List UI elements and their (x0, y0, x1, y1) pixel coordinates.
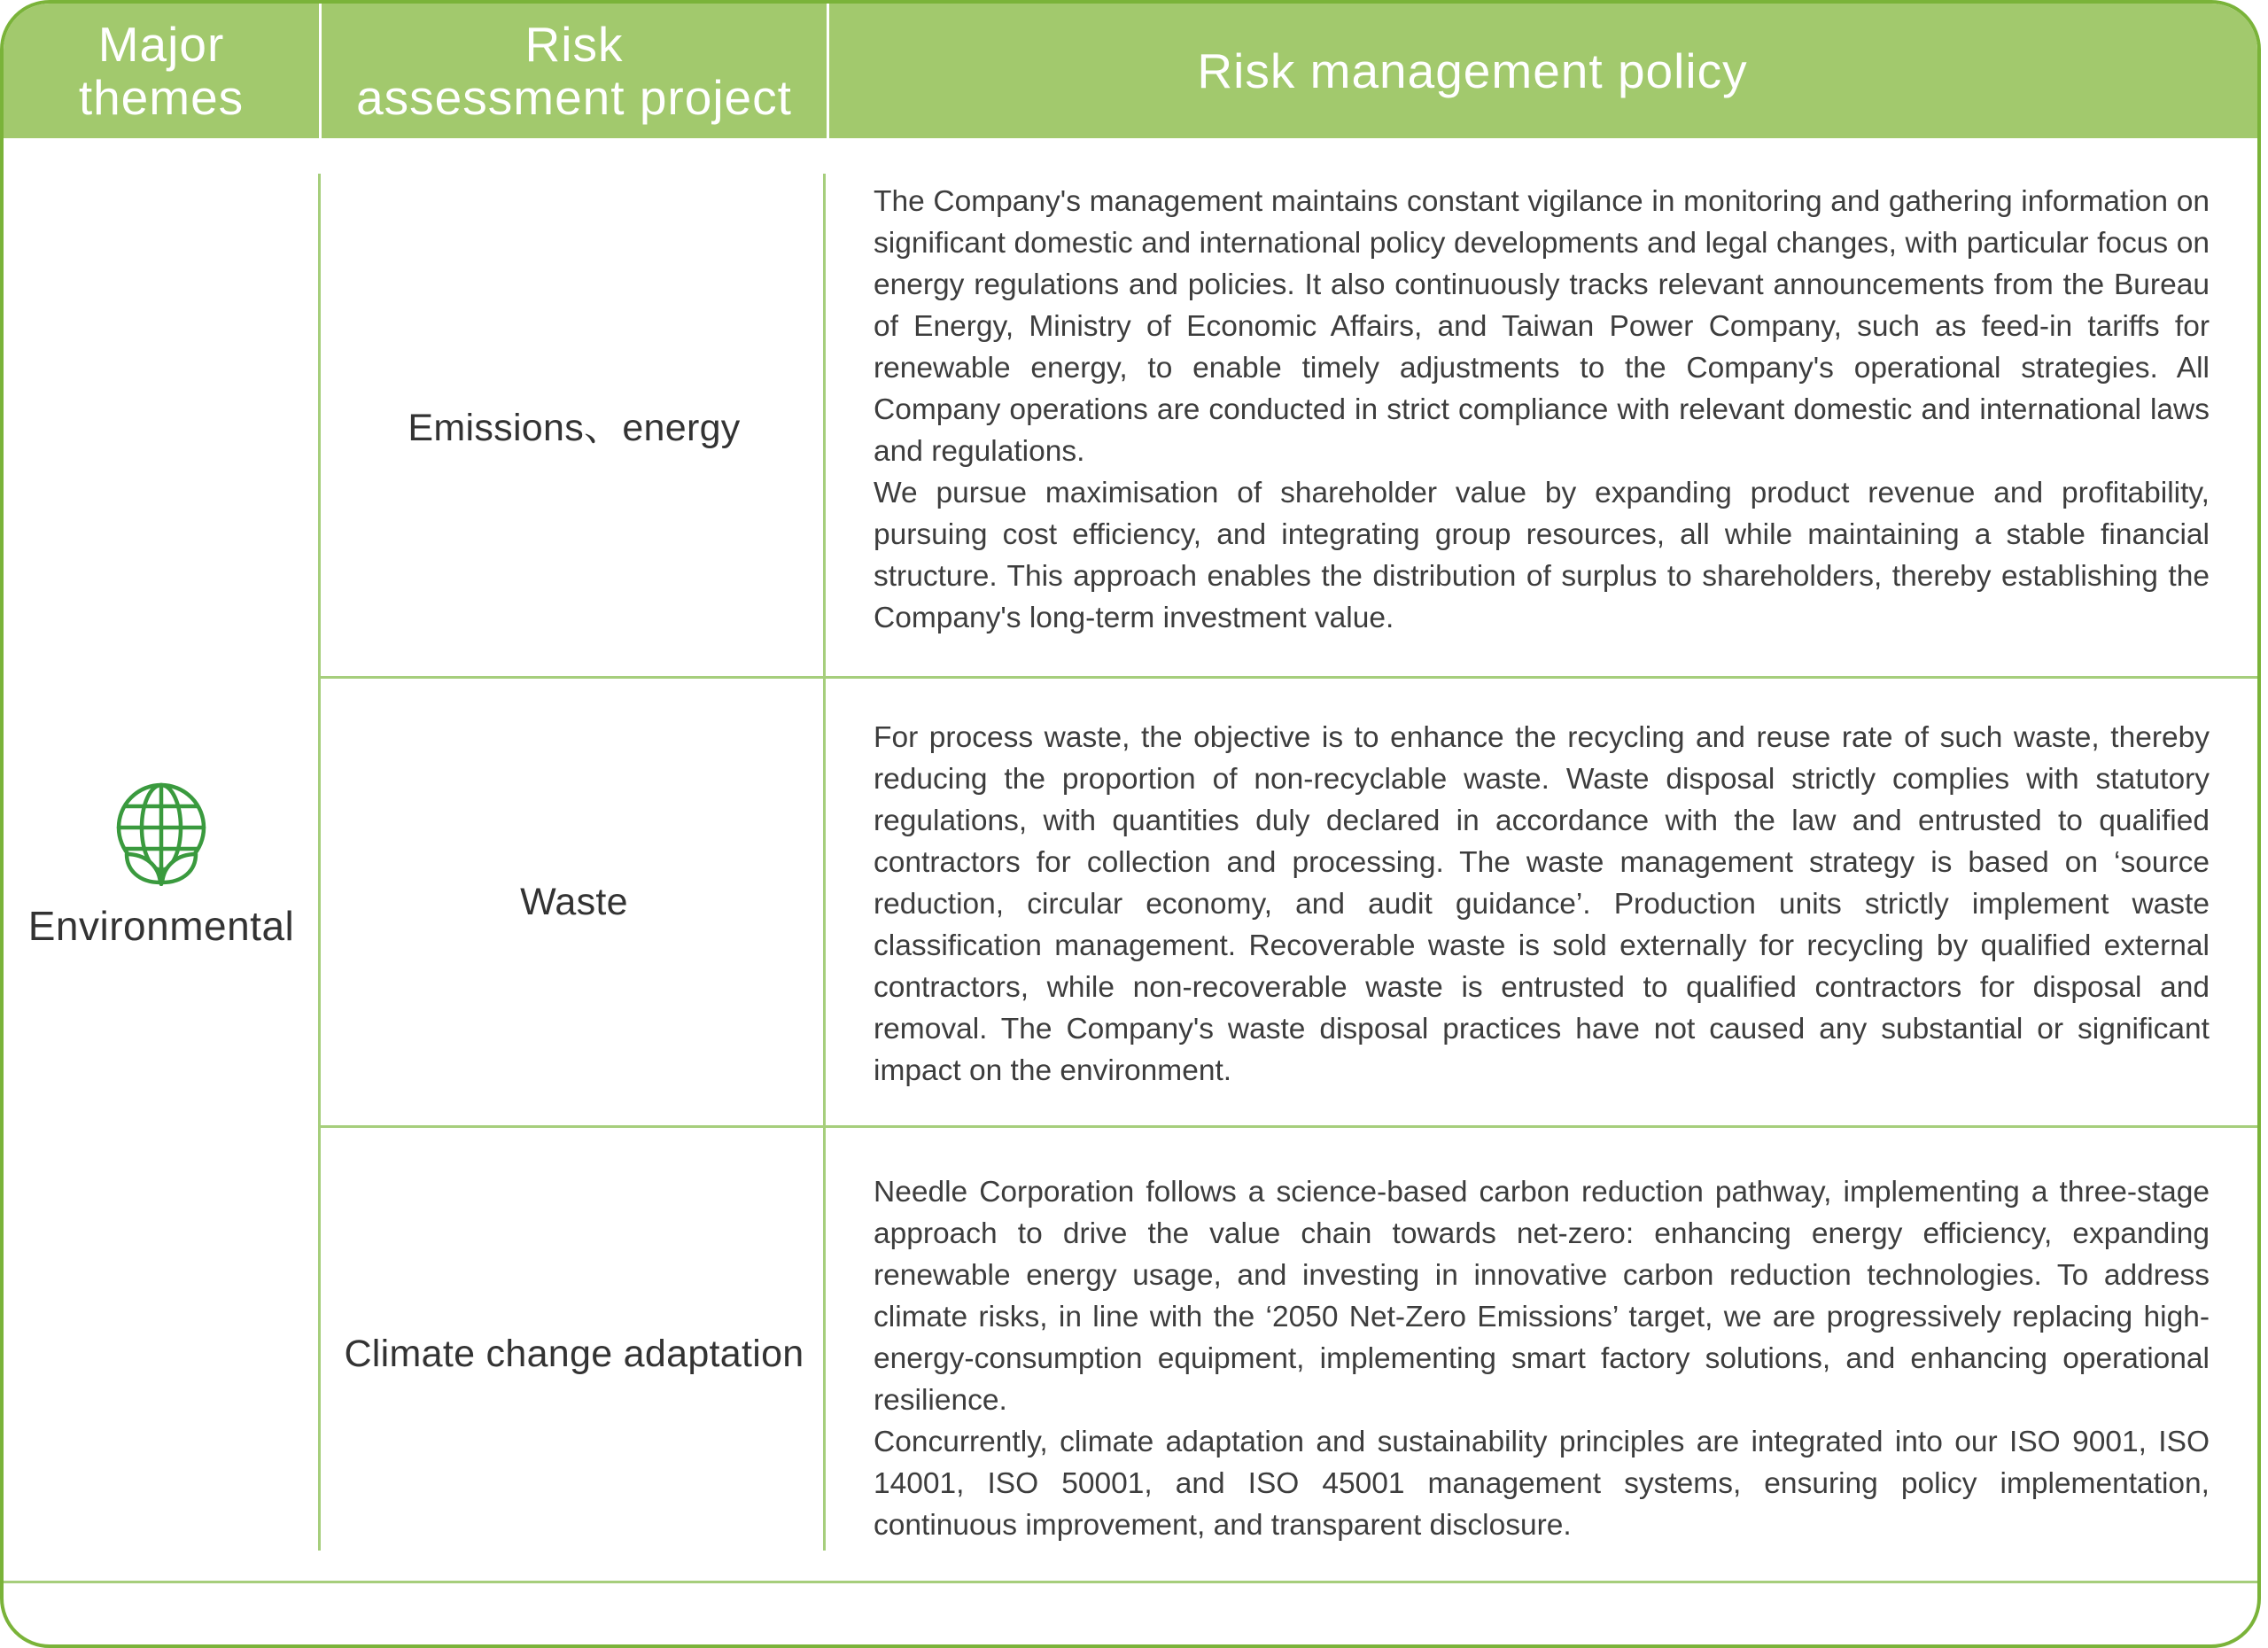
policy-cell (874, 181, 2210, 639)
header-risk-management-policy: Risk management policy (1197, 43, 1748, 98)
project-label: Climate change adaptation (344, 1332, 804, 1375)
project-cell (322, 1128, 826, 1580)
policy-paragraph: For process waste, the objective is to enhance the recycling and reuse rate of such waste, thereby reducing the proportion of non-recyclable waste. Waste disposal strictly complies with statutory regulations, with quantities duly declared in accordance with the law and entrusted to qualified contractors for collection and processing. The waste management strategy is based on ‘source reduction, circular economy, and audit guidance’. Production units strictly implement waste classification management. Recoverable waste is sold externally for recycling by qualified external contractors, while non-recoverable waste is entrusted to qualified contractors for disposal and removal. The Company's waste disposal practices have not caused any substantial or significant impact on the environment. (874, 721, 2210, 1087)
globe-leaf-icon (113, 781, 210, 886)
policy-paragraph: We pursue maximisation of shareholder value by expanding product revenue and profitability, pursuing cost efficiency, and integrating group resources, all while maintaining a stable financial structure. This approach enables the distribution of surplus to shareholders, thereby establishing the Company's long-term investment value. (874, 477, 2210, 634)
theme-label: Environmental (27, 903, 295, 949)
project-label: Emissions、energy (408, 407, 741, 449)
project-cell (322, 174, 826, 676)
policy-paragraph: The Company's management maintains constant vigilance in monitoring and gathering information on significant domestic and international policy developments and legal changes, with particular focus on energy regulations and policies. It also continuously tracks relevant announcements from the Bureau of Energy, Ministry of Economic Affairs, and Taiwan Power Company, such as feed-in tariffs for renewable energy, to enable timely adjustments to the Company's operational strategies. All Company operations are conducted in strict compliance with relevant domestic and international laws and regulations. (874, 185, 2210, 468)
project-label: Waste (520, 880, 628, 923)
policy-paragraph: Needle Corporation follows a science-based carbon reduction pathway, implementing a three-stage approach to drive the value chain towards net-zero: enhancing energy efficiency, expanding renewable energy usage, and investing in innovative carbon reduction technologies. To address climate risks, in line with the ‘2050 Net-Zero Emissions’ target, we are progressively replacing high-energy-consumption equipment, implementing smart factory solutions, and enhancing operational resilience. (874, 1176, 2210, 1417)
theme-cell (4, 781, 319, 950)
table-header (4, 4, 2257, 138)
header-risk-assessment-project: Risk assessment project (356, 17, 792, 125)
policy-cell (874, 717, 2210, 1092)
project-cell (322, 679, 826, 1125)
policy-paragraph: Concurrently, climate adaptation and sustainability principles are integrated into our ISO 9001, ISO 14001, ISO 50001, and ISO 45001 management systems, ensuring policy implementation, continuous improvement, and transparent disclosure. (874, 1426, 2210, 1542)
table-bottom-divider (4, 1581, 2261, 1583)
policy-cell (874, 1171, 2210, 1546)
header-major-themes: Major themes (78, 17, 245, 125)
